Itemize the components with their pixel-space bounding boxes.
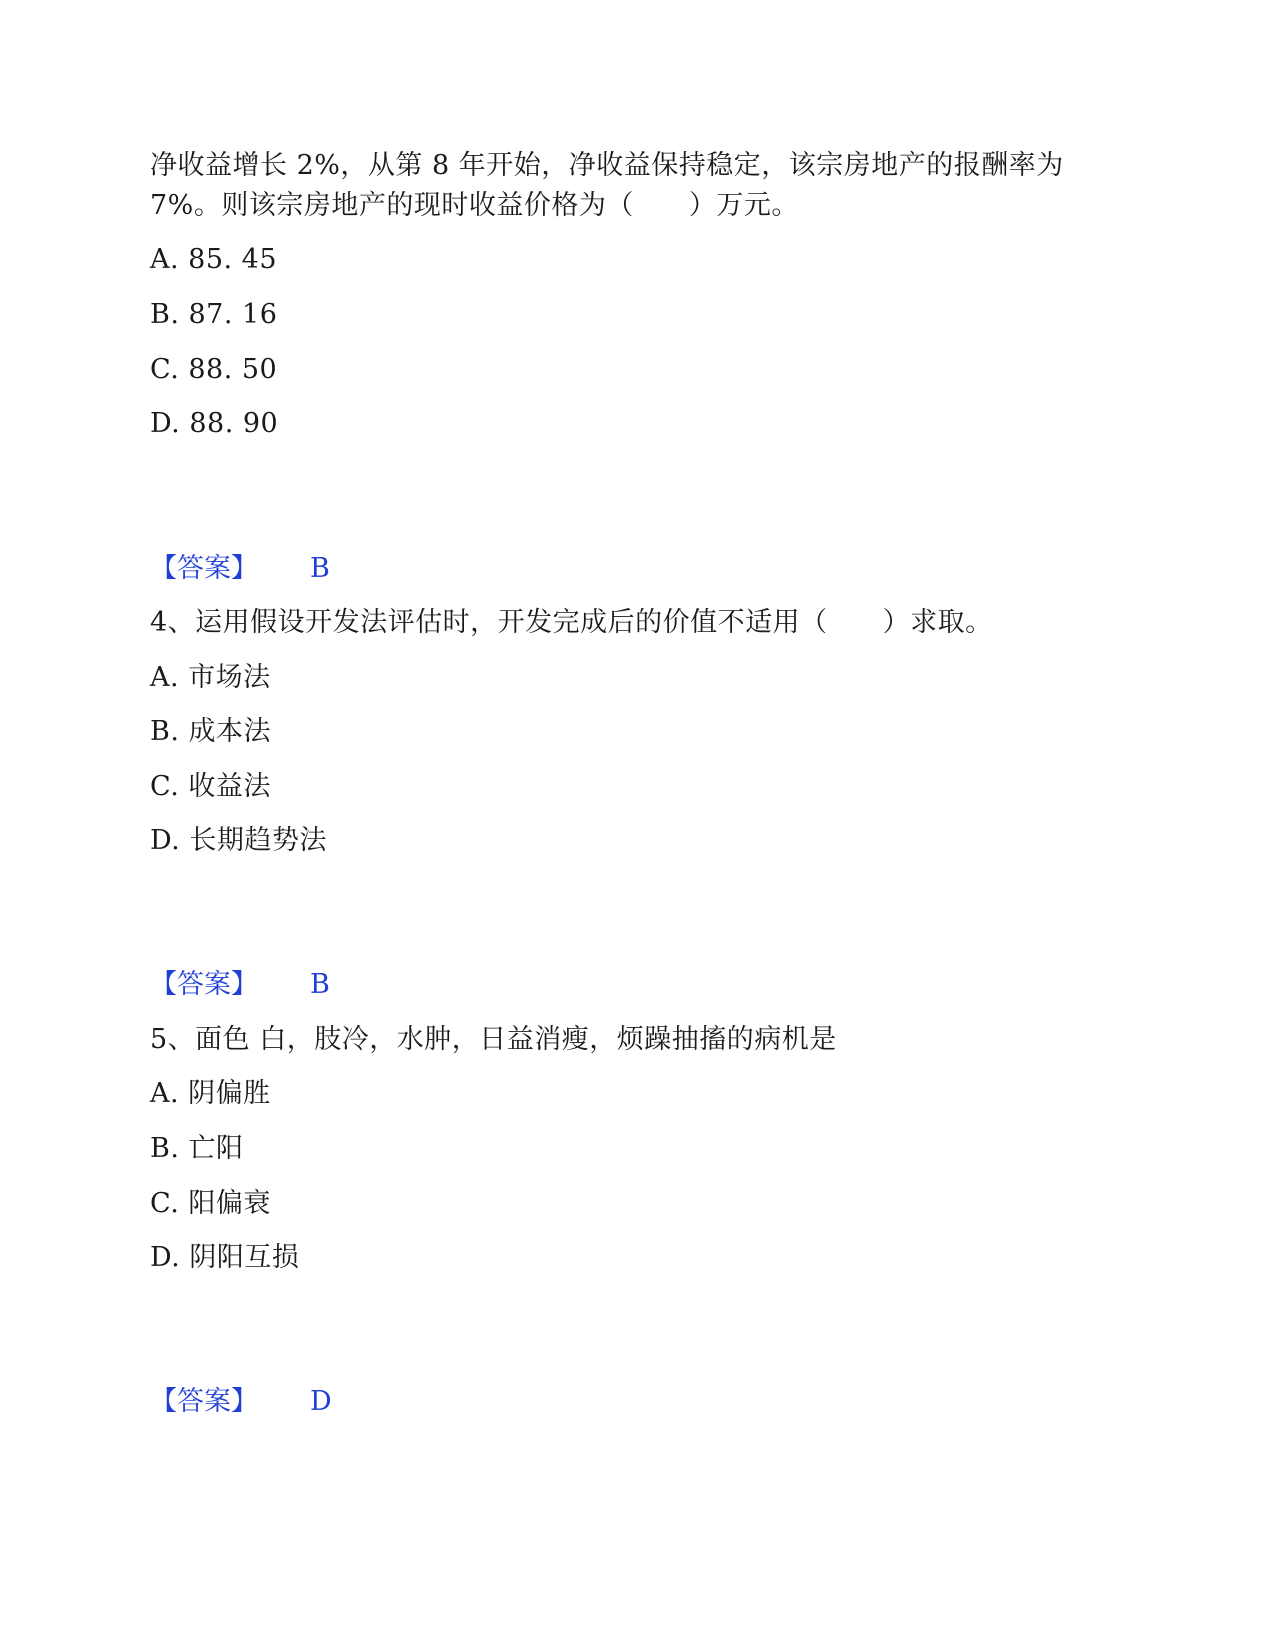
question-5-option-d: D. 阴阳互损 xyxy=(150,1242,300,1273)
question-4-option-b: B. 成本法 xyxy=(150,716,272,747)
question-5-answer xyxy=(150,1382,332,1422)
question-3-option-b: B. 87. 16 xyxy=(150,299,278,330)
answer-value: D xyxy=(310,1386,332,1417)
question-5-option-a: A. 阴偏胜 xyxy=(150,1078,271,1109)
question-4-option-d: D. 长期趋势法 xyxy=(150,825,327,856)
question-5-option-b: B. 亡阳 xyxy=(150,1133,244,1164)
answer-value: B xyxy=(310,553,330,584)
answer-label: 【答案】 xyxy=(150,969,258,1000)
answer-value: B xyxy=(310,969,330,1000)
question-5-stem: 5、面色 白，肢冷，水肿，日益消瘦，烦躁抽搐的病机是 xyxy=(150,1024,837,1055)
answer-label: 【答案】 xyxy=(150,553,258,584)
question-4-option-c: C. 收益法 xyxy=(150,771,271,802)
answer-label: 【答案】 xyxy=(150,1386,258,1417)
question-3-option-d: D. 88. 90 xyxy=(150,408,279,439)
question-3-answer xyxy=(150,549,330,589)
question-3-stem-line-1: 净收益增长 2%，从第 8 年开始，净收益保持稳定，该宗房地产的报酬率为 xyxy=(150,150,1064,181)
question-3-option-a: A. 85. 45 xyxy=(150,244,278,275)
question-4-answer xyxy=(150,965,330,1005)
question-4-stem: 4、运用假设开发法评估时，开发完成后的价值不适用（ ）求取。 xyxy=(150,607,993,638)
question-3-option-c: C. 88. 50 xyxy=(150,354,278,385)
question-4-option-a: A. 市场法 xyxy=(150,662,271,693)
question-5-option-c: C. 阳偏衰 xyxy=(150,1188,271,1219)
question-3-stem-line-2: 7%。则该宗房地产的现时收益价格为（ ）万元。 xyxy=(150,190,799,221)
